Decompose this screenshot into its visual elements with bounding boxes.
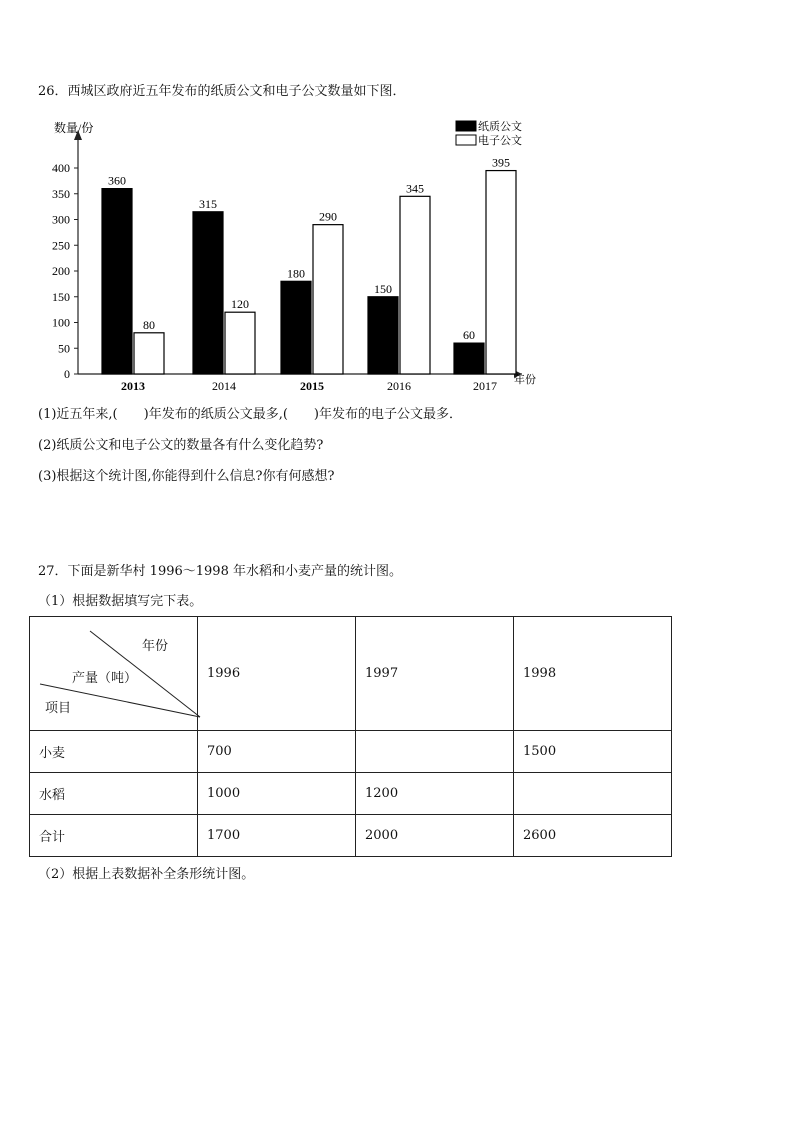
bar xyxy=(400,196,430,374)
q27-sub2: （2）根据上表数据补全条形统计图。 xyxy=(38,867,255,882)
row-label: 小麦 xyxy=(30,731,198,773)
bar xyxy=(368,297,398,374)
bar xyxy=(486,171,516,374)
table-row xyxy=(30,731,672,773)
legend-label-electronic: 电子公文 xyxy=(478,135,522,147)
y-tick-label: 400 xyxy=(52,161,70,175)
header-year-label: 年份 xyxy=(142,639,169,654)
x-tick-label: 2015 xyxy=(300,379,324,393)
table-cell: 2600 xyxy=(514,815,672,857)
y-tick-label: 100 xyxy=(52,315,70,330)
bar-data-label: 290 xyxy=(319,209,337,224)
data-table xyxy=(29,616,672,857)
q26-title: 26．西城区政府近五年发布的纸质公文和电子公文数量如下图． xyxy=(38,84,406,99)
q26-sub3: (3)根据这个统计图,你能得到什么信息?你有何感想? xyxy=(38,469,335,484)
y-tick-label: 300 xyxy=(52,212,70,227)
row-label: 水稻 xyxy=(30,773,198,815)
table-cell: 1200 xyxy=(356,773,514,815)
bar-data-label: 345 xyxy=(406,181,424,196)
y-tick-label: 200 xyxy=(52,264,70,278)
table-cell: 1500 xyxy=(514,731,672,773)
bar-chart xyxy=(36,112,556,397)
y-tick-label: 50 xyxy=(58,341,70,356)
bar xyxy=(134,333,164,374)
row-label: 合计 xyxy=(30,815,198,857)
x-tick-label: 2013 xyxy=(121,379,145,393)
x-tick-labels xyxy=(121,379,497,393)
table-cell-blank[interactable] xyxy=(514,773,672,815)
x-tick-label: 2016 xyxy=(387,379,411,393)
bar-data-label: 60 xyxy=(463,328,475,343)
bar xyxy=(193,212,223,374)
bar xyxy=(313,225,343,374)
q26-sub2: (2)纸质公文和电子公文的数量各有什么变化趋势? xyxy=(38,438,324,453)
bar xyxy=(225,312,255,374)
x-tick-label: 2014 xyxy=(212,379,236,393)
bar-data-label: 360 xyxy=(108,173,126,188)
table-cell-blank[interactable] xyxy=(356,731,514,773)
chart-legend xyxy=(456,119,522,147)
q26-sub1: (1)近五年来,( )年发布的纸质公文最多,( )年发布的电子公文最多． xyxy=(38,407,462,422)
y-ticks xyxy=(52,161,78,381)
header-item-label: 项目 xyxy=(45,701,72,716)
bar-data-label: 80 xyxy=(143,317,155,332)
bar-data-label: 180 xyxy=(287,266,305,281)
bar-data-label: 395 xyxy=(492,155,510,170)
bar-data-label: 315 xyxy=(199,196,217,211)
x-tick-label: 2017 xyxy=(473,379,497,393)
y-tick-label: 250 xyxy=(52,238,70,253)
legend-label-paper: 纸质公文 xyxy=(478,121,522,133)
year-header-cell: 1996 xyxy=(198,617,356,731)
diagonal-header-cell xyxy=(30,617,198,731)
q27-title: 27．下面是新华村 1996～1998 年水稻和小麦产量的统计图。 xyxy=(38,564,402,579)
bar xyxy=(454,343,484,374)
y-tick-label: 150 xyxy=(52,289,70,304)
bar xyxy=(102,189,132,374)
legend-swatch-electronic xyxy=(456,135,476,145)
q27-sub1: （1）根据数据填写完下表。 xyxy=(38,594,203,609)
header-output-label: 产量（吨） xyxy=(72,671,138,686)
table-cell: 1700 xyxy=(198,815,356,857)
chart-bars xyxy=(102,156,516,374)
table-cell: 2000 xyxy=(356,815,514,857)
x-axis-label: 年份 xyxy=(514,374,536,386)
bar xyxy=(281,281,311,374)
table-cell: 700 xyxy=(198,731,356,773)
legend-swatch-paper xyxy=(456,121,476,131)
bar-data-label: 150 xyxy=(374,281,392,296)
y-axis-label: 数量/份 xyxy=(54,121,94,135)
y-tick-label: 0 xyxy=(64,367,70,381)
table-row xyxy=(30,815,672,857)
table-cell: 1000 xyxy=(198,773,356,815)
table-row xyxy=(30,773,672,815)
year-header-cell: 1998 xyxy=(514,617,672,731)
bar-data-label: 120 xyxy=(231,297,249,312)
year-header-cell: 1997 xyxy=(356,617,514,731)
y-tick-label: 350 xyxy=(52,186,70,201)
